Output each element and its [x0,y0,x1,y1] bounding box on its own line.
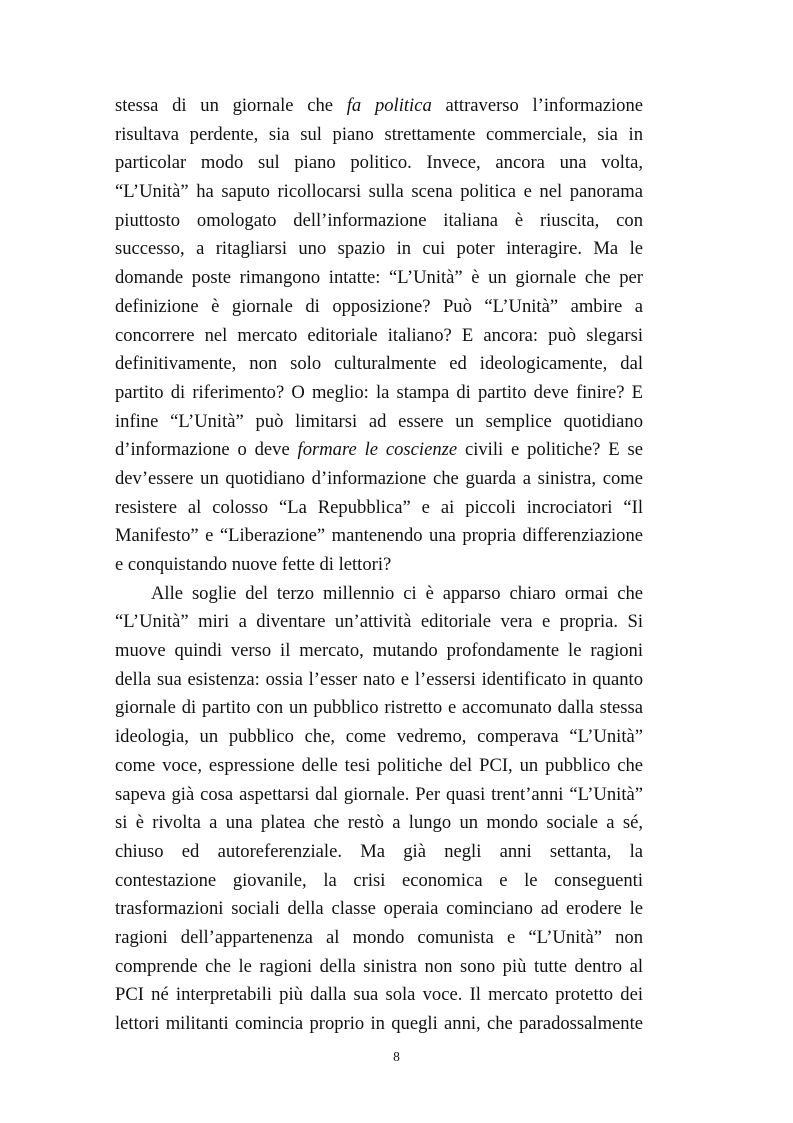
text-run: piuttosto omologato dell’informazione italiana è riuscita, con [115,209,643,231]
text-run: infine “L’Unità” può limitarsi ad essere un semplice quotidiano [115,410,643,432]
text-line [115,293,643,322]
text-line [115,551,643,580]
text-run: “L’Unità” miri a diventare un’attività editoriale vera e propria. Si [115,611,643,633]
text-run: si è rivolta a una platea che restò a lungo un mondo sociale a sé, [115,812,643,834]
text-run: e conquistando nuove fette di lettori? [115,554,392,575]
paragraph [115,92,643,580]
text-line [115,465,643,494]
text-line [115,350,643,379]
text-line [115,522,643,551]
italic-text: fa politica [346,95,432,116]
text-line [115,867,643,896]
text-line [115,1010,643,1039]
text-run: chiuso ed autoreferenziale. Ma già negli anni settanta, la [115,840,643,862]
text-run: ragioni dell’appartenenza al mondo comunista e “L’Unità” non [115,926,643,948]
text-line [115,752,643,781]
text-run: particolar modo sul piano politico. Invece, ancora una volta, [115,152,643,174]
text-run: attraverso l’informazione [431,95,643,116]
text-line [115,436,643,465]
text-run: definizione è giornale di opposizione? Può “L’Unità” ambire a [115,295,643,317]
text-run: partito di riferimento? O meglio: la stampa di partito deve finire? E [115,381,643,403]
text-run: “L’Unità” ha saputo ricollocarsi sulla scena politica e nel panorama [115,181,643,203]
text-run: giornale di partito con un pubblico ristretto e accomunato dalla stessa [115,697,643,719]
text-run: civili e politiche? E se [457,439,643,461]
text-line [115,637,643,666]
text-line [115,235,643,264]
text-line [115,408,643,437]
text-line [115,953,643,982]
text-run: dev’essere un quotidiano d’informazione che guarda a sinistra, come [115,467,643,489]
text-line [115,694,643,723]
text-run: muove quindi verso il mercato, mutando profondamente le ragioni [115,640,643,662]
text-run: ideologia, un pubblico che, come vedremo, comperava “L’Unità” [115,726,643,748]
text-line [115,723,643,752]
text-line [115,494,643,523]
text-run: domande poste rimangono intatte: “L’Unità” è un giornale che per [115,267,643,289]
text-run: come voce, espressione delle tesi politiche del PCI, un pubblico che [115,754,643,776]
text-run: PCI né interpretabili più dalla sua sola voce. Il mercato protetto dei [115,984,643,1006]
text-line [115,838,643,867]
text-run: concorrere nel mercato editoriale italiano? E ancora: può slegarsi [115,324,643,346]
italic-text: formare le coscienze [297,439,458,461]
text-run: Alle soglie del terzo millennio ci è apparso chiaro ormai che [151,582,643,604]
text-run: d’informazione o deve [115,439,298,461]
text-line [115,608,643,637]
text-run: Manifesto” e “Liberazione” mantenendo una propria differenziazione [115,525,643,547]
text-line [115,981,643,1010]
text-run: comprende che le ragioni della sinistra non sono più tutte dentro al [115,955,643,977]
text-line [115,379,643,408]
page-number: 8 [393,1049,400,1064]
text-run: risultava perdente, sia sul piano strettamente commerciale, sia in [115,123,643,145]
text-run: definitivamente, non solo culturalmente ed ideologicamente, dal [115,353,643,375]
text-line [115,178,643,207]
text-line [115,924,643,953]
text-run: sapeva già cosa aspettarsi dal giornale. Per quasi trent’anni “L’Unità” [115,783,643,805]
text-line [115,580,643,609]
text-run: successo, a ritagliarsi uno spazio in cui poter interagire. Ma le [115,238,643,260]
text-run: stessa di un giornale che [115,95,347,116]
text-line [115,666,643,695]
text-line [115,92,643,121]
text-run: trasformazioni sociali della classe operaia cominciano ad erodere le [115,898,643,920]
text-line [115,895,643,924]
text-line [115,264,643,293]
text-run: contestazione giovanile, la crisi economica e le conseguenti [115,869,643,891]
text-run: della sua esistenza: ossia l’esser nato e l’essersi identificato in quanto [115,668,643,690]
text-line [115,322,643,351]
text-line [115,809,643,838]
page-body [115,92,643,1039]
text-run: lettori militanti comincia proprio in quegli anni, che paradossalmente [115,1013,643,1034]
text-line [115,781,643,810]
text-line [115,207,643,236]
paragraph [115,580,643,1039]
text-run: resistere al colosso “La Repubblica” e ai piccoli incrociatori “Il [115,496,643,518]
text-line [115,121,643,150]
text-line [115,149,643,178]
